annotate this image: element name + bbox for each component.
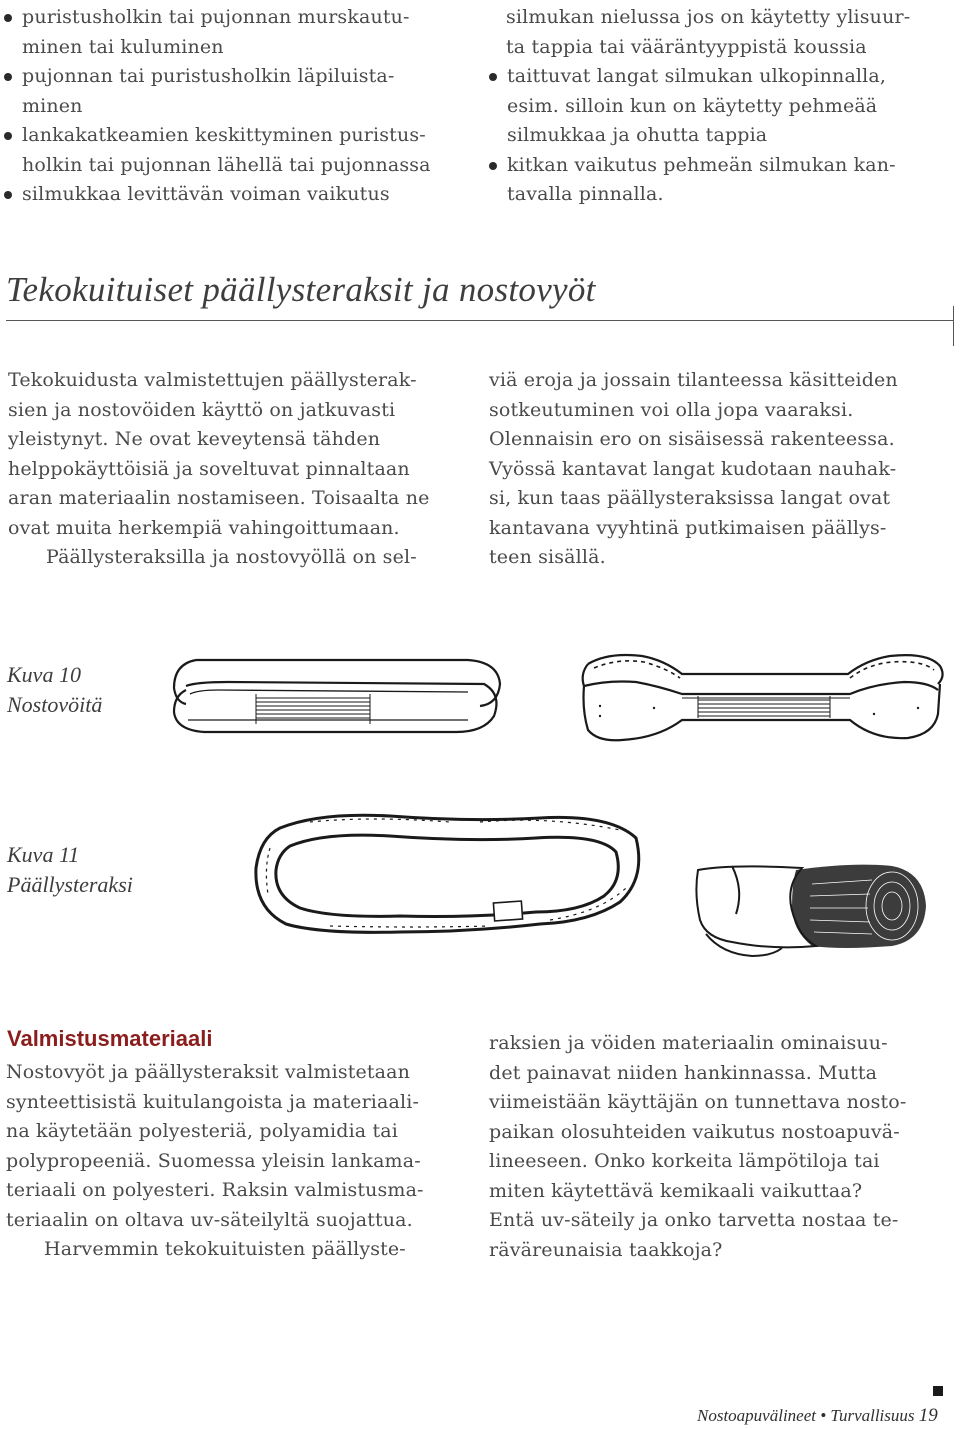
paragraph-line: na käytetään polyesteriä, polyamidia tai [6, 1120, 398, 1142]
figure-label: Kuva 11 [7, 842, 80, 867]
continued-text: ta tappia tai vääräntyyppistä koussia [506, 35, 867, 58]
bullet-dot [4, 191, 12, 199]
bullet-item-continued: silmukkaa ja ohutta tappia [507, 124, 768, 146]
bullet-item-continued: tavalla pinnalla. [507, 183, 664, 205]
paragraph-line: aran materiaalin nostamiseen. Toisaalta ne [8, 487, 430, 509]
paragraph-line: lineeseen. Onko korkeita lämpötiloja tai [489, 1150, 880, 1172]
bullet-item-continued: minen [22, 94, 83, 117]
section-title: Tekokuituiset päällysteraksit ja nostovyöt [6, 270, 596, 309]
footer-text: Nostoapuvälineet • Turvallisuus [697, 1406, 915, 1425]
intro-left-column [8, 366, 430, 573]
figure-caption-text: Päällysteraksi [7, 872, 133, 897]
figure-caption-kuva-11 [7, 840, 133, 900]
bullet-dot [4, 132, 12, 140]
paragraph-line: polypropeeniä. Suomessa yleisin lankama- [6, 1149, 421, 1172]
paragraph-line: yleistynyt. Ne ovat keveytensä tähden [8, 428, 381, 450]
paragraph-line: Harvemmin tekokuituisten päällyste- [44, 1238, 406, 1260]
paragraph-line: ovat muita herkempiä vahingoittumaan. [8, 516, 400, 539]
continued-text: silmukan nielussa jos on käytetty ylisuur- [506, 6, 911, 28]
materials-left-column [6, 1058, 424, 1265]
bullet-item: silmukkaa levittävän voiman vaikutus [2, 180, 431, 210]
paragraph-line: miten käytettävä kemikaali vaikuttaa? [489, 1179, 863, 1202]
intro-right-column [489, 366, 898, 573]
paragraph-line: räväreunaisia taakkoja? [489, 1238, 723, 1261]
subsection-heading: Valmistusmateriaali [7, 1026, 213, 1051]
page-footer [697, 1405, 938, 1427]
paragraph-line: Tekokuidusta valmistettujen päällysterak- [8, 369, 417, 391]
materials-right-column [489, 1029, 906, 1265]
page-number: 19 [918, 1405, 938, 1426]
paragraph-line: raksien ja vöiden materiaalin ominaisuu- [489, 1032, 888, 1054]
paragraph-line: synteettisistä kuitulangoista ja materiaali- [6, 1090, 420, 1113]
roundsling-illustration [250, 808, 650, 948]
paragraph-line: sien ja nostovöiden käyttö on jatkuvasti [8, 398, 396, 421]
paragraph-line: helppokäyttöisiä ja soveltuvat pinnaltaan [8, 457, 410, 480]
bullet-dot [4, 73, 12, 81]
top-left-bullet-list [2, 3, 431, 210]
bullet-item: lankakatkeamien keskittyminen puristus- [2, 121, 431, 151]
bullet-item-continued: minen tai kuluminen [22, 35, 224, 58]
paragraph-line: Päällysteraksilla ja nostovyöllä on sel- [46, 546, 417, 568]
paragraph-line: det painavat niiden hankinnassa. Mutta [489, 1061, 878, 1084]
paragraph-line: viimeistään käyttäjän on tunnettava nosto- [489, 1091, 907, 1113]
bullet-item-continued: esim. silloin kun on käytetty pehmeää [507, 94, 878, 117]
flat-sling-illustration [168, 654, 508, 740]
paragraph-line: Olennaisin ero on sisäisessä rakenteessa. [489, 428, 895, 450]
paragraph-line: teen sisällä. [489, 546, 606, 568]
paragraph-line: teriaalin on oltava uv-säteilyltä suojattua. [6, 1208, 413, 1231]
paragraph-line: paikan olosuhteiden vaikutus nostoapuvä- [489, 1120, 900, 1143]
roundsling-core-illustration [692, 850, 932, 960]
paragraph-line: Entä uv-säteily ja onko tarvetta nostaa te- [489, 1209, 899, 1231]
bullet-item: pujonnan tai puristusholkin läpiluista- [2, 62, 431, 92]
section-divider-tick [953, 306, 954, 346]
figure-caption-kuva-10 [7, 660, 102, 720]
paragraph-line: teriaali on polyesteri. Raksin valmistusma- [6, 1179, 424, 1201]
bullet-dot [489, 162, 497, 170]
paragraph-line: Nostovyöt ja päällysteraksit valmistetaan [6, 1061, 411, 1083]
paragraph-line: sotkeutuminen voi olla jopa vaaraksi. [489, 398, 854, 421]
bullet-item: puristusholkin tai pujonnan murskautu- [2, 3, 431, 33]
bullet-item: kitkan vaikutus pehmeän silmukan kan- [487, 151, 910, 181]
paragraph-line: si, kun taas päällysteraksissa langat ovat [489, 487, 891, 509]
bullet-item: taittuvat langat silmukan ulkopinnalla, [487, 62, 910, 92]
bullet-dot [489, 73, 497, 81]
paragraph-line: viä eroja ja jossain tilanteessa käsitteiden [489, 369, 898, 391]
footer-square-mark [933, 1386, 943, 1396]
top-right-bullet-list [487, 3, 910, 210]
section-divider [6, 320, 954, 321]
eye-sling-illustration [578, 650, 950, 746]
figure-label: Kuva 10 [7, 662, 81, 687]
paragraph-line: Vyössä kantavat langat kudotaan nauhak- [489, 457, 897, 480]
paragraph-line: kantavana vyyhtinä putkimaisen päällys- [489, 516, 887, 539]
bullet-item-continued: holkin tai pujonnan lähellä tai pujonnassa [22, 153, 431, 176]
figure-caption-text: Nostovöitä [7, 692, 103, 717]
bullet-dot [4, 14, 12, 22]
